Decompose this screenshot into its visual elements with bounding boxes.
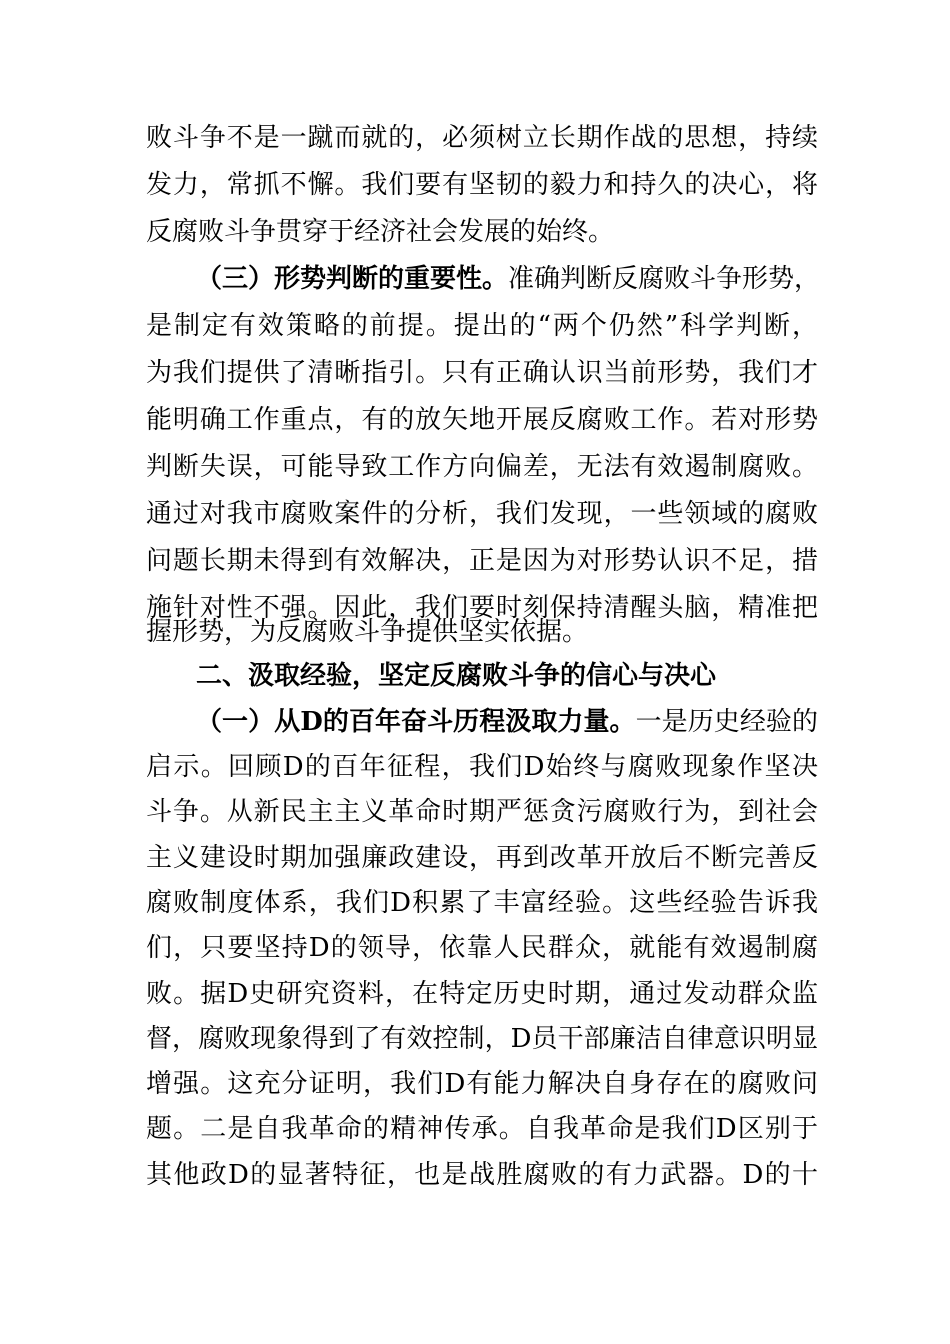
paragraph-line: [146, 445, 818, 489]
paragraph-line: [146, 1017, 818, 1061]
line-text: 通过对我市腐败案件的分析，我们发现，一些领域的腐败: [146, 499, 818, 529]
paragraph-line: [146, 163, 818, 207]
line-text: 反腐败斗争贯穿于经济社会发展的始终。: [146, 217, 615, 247]
line-text: 一是历史经验的: [635, 707, 818, 737]
line-text: 题。二是自我革命的精神传承。自我革命是我们D区别于: [146, 1114, 818, 1144]
line-text: 败。据D史研究资料，在特定历史时期，通过发动群众监: [146, 979, 818, 1009]
line-text: 握形势，为反腐败斗争提供坚实依据。: [146, 617, 589, 647]
line-text: 增强。这充分证明，我们D有能力解决自身存在的腐败问: [146, 1069, 818, 1099]
section-lead: （一）从D的百年奋斗历程汲取力量。: [196, 707, 636, 737]
paragraph-line: [146, 1153, 818, 1197]
paragraph-line: [146, 539, 818, 583]
paragraph-line: [146, 398, 818, 442]
paragraph-line: [146, 790, 818, 834]
line-text: 准确判断反腐败斗争形势，: [508, 264, 821, 294]
section-heading: [196, 654, 818, 698]
line-text: 主义建设时期加强廉政建设，再到改革开放后不断完善反: [146, 843, 818, 873]
line-text: 施针对性不强。因此，我们要时刻保持清醒头脑，精准把: [146, 593, 818, 623]
line-text: 督，腐败现象得到了有效控制，D员干部廉洁自律意识明显: [146, 1024, 818, 1054]
line-text: 腐败制度体系，我们D积累了丰富经验。这些经验告诉我: [146, 888, 818, 918]
section-line: [196, 257, 821, 301]
paragraph-line: [146, 1107, 818, 1151]
section-line: [196, 700, 818, 744]
line-text: 败斗争不是一蹴而就的，必须树立长期作战的思想，持续: [146, 123, 818, 153]
line-text: 为我们提供了清晰指引。只有正确认识当前形势，我们才: [146, 358, 818, 388]
paragraph-line: [146, 972, 818, 1016]
paragraph-line: [146, 351, 818, 395]
paragraph-line: [146, 1062, 818, 1106]
line-text: 们，只要坚持D的领导，依靠人民群众，就能有效遏制腐: [146, 933, 818, 963]
paragraph-line: [146, 610, 818, 654]
paragraph-line: [146, 881, 818, 925]
line-text: 问题长期未得到有效解决，正是因为对形势认识不足，措: [146, 546, 818, 576]
line-text: 是制定有效策略的前提。提出的“两个仍然”科学判断，: [146, 311, 818, 341]
section-lead: （三）形势判断的重要性。: [196, 264, 509, 294]
line-text: 能明确工作重点，有的放矢地开展反腐败工作。若对形势: [146, 405, 818, 435]
paragraph-line: [146, 745, 818, 789]
line-text: 发力，常抓不懈。我们要有坚韧的毅力和持久的决心，将: [146, 170, 818, 200]
heading-text: 二、汲取经验，坚定反腐败斗争的信心与决心: [196, 661, 717, 691]
paragraph-line: [146, 492, 818, 536]
paragraph-line: [146, 836, 818, 880]
line-text: 启示。回顾D的百年征程，我们D始终与腐败现象作坚决: [146, 752, 818, 782]
paragraph-line: [146, 210, 818, 254]
paragraph-line: [146, 304, 818, 348]
paragraph-line: [146, 116, 818, 160]
line-text: 斗争。从新民主主义革命时期严惩贪污腐败行为，到社会: [146, 797, 818, 827]
line-text: 其他政D的显著特征，也是战胜腐败的有力武器。D的十: [146, 1160, 818, 1190]
paragraph-line: [146, 926, 818, 970]
line-text: 判断失误，可能导致工作方向偏差，无法有效遏制腐败。: [146, 452, 818, 482]
